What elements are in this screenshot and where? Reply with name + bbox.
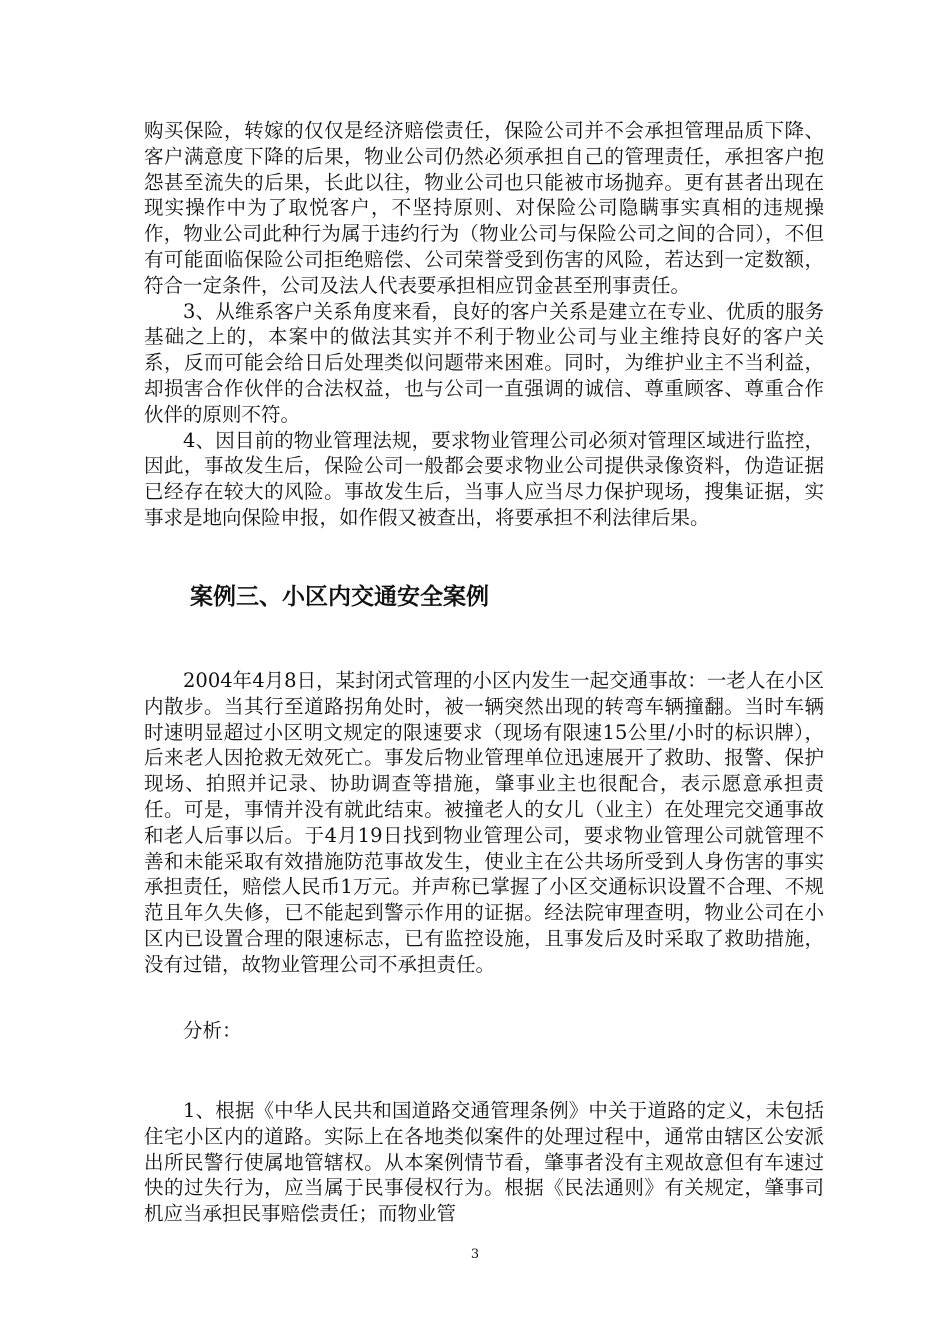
body-text-analysis	[144, 1098, 824, 1227]
paragraph-analysis: 1、根据《中华人民共和国道路交通管理条例》中关于道路的定义，未包括住宅小区内的道路。实际上在各地类似案件的处理过程中，通常由辖区公安派出所民警行使属地管辖权。从本案例情节看，肇事者没有主观故意但有车速过快的过失行为，应当属于民事侵权行为。根据《民法通则》有关规定，肇事司机应当承担民事赔偿责任；而物业管	[144, 1099, 824, 1226]
body-text-case	[144, 668, 824, 978]
paragraph-evidence: 4、因目前的物业管理法规，要求物业管理公司必须对管理区域进行监控，因此，事故发生后，保险公司一般都会要求物业公司提供录像资料，伪造证据已经存在较大的风险。事故发生后，当事人应当尽力保护现场，搜集证据，实事求是地向保险申报，如作假又被查出，将要承担不利法律后果。	[144, 428, 824, 529]
paragraph-insurance: 购买保险，转嫁的仅仅是经济赔偿责任，保险公司并不会承担管理品质下降、客户满意度下降的后果，物业公司仍然必须承担自己的管理责任，承担客户抱怨甚至流失的后果，长此以往，物业公司也只能被市场抛弃。更有甚者出现在现实操作中为了取悦客户，不坚持原则、对保险公司隐瞒事实真相的违规操作，物业公司此种行为属于违约行为（物业公司与保险公司之间的合同），不但有可能面临保险公司拒绝赔偿、公司荣誉受到伤害的风险，若达到一定数额，符合一定条件，公司及法人代表要承担相应罚金甚至刑事责任。	[144, 119, 824, 297]
analysis-label: 分析：	[183, 1019, 242, 1042]
analysis-label-block	[144, 1018, 824, 1044]
paragraph-case: 2004年4月8日，某封闭式管理的小区内发生一起交通事故：一老人在小区内散步。当其行至道路拐角处时，被一辆突然出现的转弯车辆撞翻。当时车辆时速明显超过小区明文规定的限速要求（现场有限速15公里/小时的标识牌），后来老人因抢救无效死亡。事发后物业管理单位迅速展开了救助、报警、保护现场、拍照并记录、协助调查等措施，肇事业主也很配合，表示愿意承担责任。可是，事情并没有就此结束。被撞老人的女儿（业主）在处理完交通事故和老人后事以后。于4月19日找到物业管理公司，要求物业管理公司就管理不善和未能采取有效措施防范事故发生，使业主在公共场所受到人身伤害的事实承担责任，赔偿人民币1万元。并声称已掌握了小区交通标识设置不合理、不规范且年久失修，已不能起到警示作用的证据。经法院审理查明，物业公司在小区内已设置合理的限速标志，已有监控设施，且事发后及时采取了救助措施，没有过错，故物业管理公司不承担责任。	[144, 669, 824, 976]
paragraph-customer-relations: 3、从维系客户关系角度来看，良好的客户关系是建立在专业、优质的服务基础之上的，本案中的做法其实并不利于物业公司与业主维持良好的客户关系，反而可能会给日后处理类似问题带来困难。同时，为维护业主不当利益，却损害合作伙伴的合法权益，也与公司一直强调的诚信、尊重顾客、尊重合作伙伴的原则不符。	[144, 299, 824, 426]
section-heading: 案例三、小区内交通安全案例	[190, 584, 489, 610]
body-text-top	[144, 118, 824, 531]
page-number: 3	[470, 1247, 480, 1262]
